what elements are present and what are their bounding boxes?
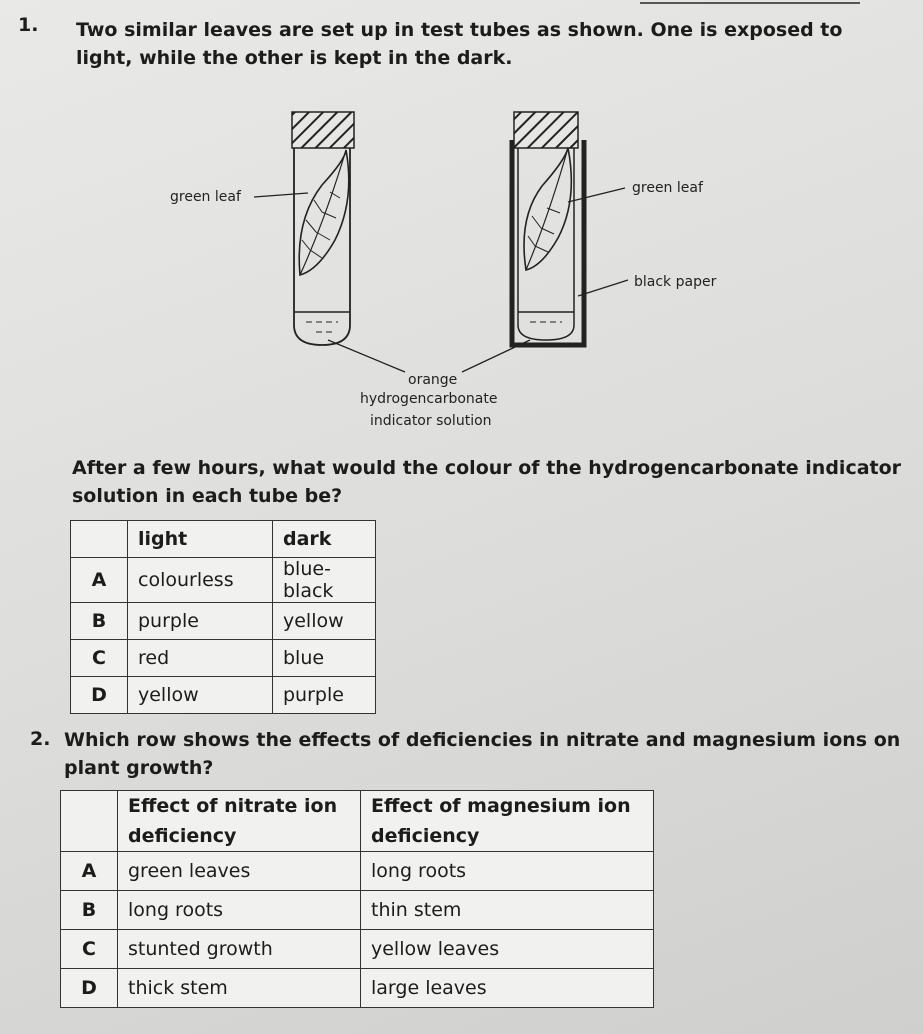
left-stopper (292, 112, 354, 148)
table-cell: yellow (273, 603, 376, 640)
label-green-leaf-left: green leaf (170, 189, 241, 205)
option-letter: A (71, 558, 128, 603)
question-2-number: 2. (30, 728, 51, 750)
table-cell: stunted growth (118, 930, 361, 969)
option-letter: C (71, 640, 128, 677)
label-solution-line-1: orange (408, 372, 458, 388)
table-cell: purple (273, 677, 376, 714)
table-row[interactable] (71, 603, 376, 640)
test-tube-diagram (150, 100, 750, 440)
table-cell: thin stem (361, 891, 654, 930)
solution-pointer-right (462, 340, 530, 372)
option-letter: C (61, 930, 118, 969)
left-tube-outline (294, 148, 350, 345)
table-row[interactable] (61, 852, 654, 891)
table-header-blank (71, 521, 128, 558)
solution-pointer-left (328, 340, 405, 372)
option-letter: B (71, 603, 128, 640)
right-tube-outline (518, 148, 574, 340)
label-green-leaf-right: green leaf (632, 180, 703, 196)
table-header-row (61, 791, 654, 852)
question-1-answer-table (70, 520, 376, 714)
question-1-number: 1. (18, 14, 39, 36)
table-cell: purple (128, 603, 273, 640)
left-test-tube (254, 112, 354, 345)
right-stopper (514, 112, 578, 148)
option-letter: D (71, 677, 128, 714)
table-header-row (71, 521, 376, 558)
table-row[interactable] (61, 891, 654, 930)
table-cell: long roots (118, 891, 361, 930)
table-cell: blue-black (273, 558, 376, 603)
table-cell: colourless (128, 558, 273, 603)
option-letter: D (61, 969, 118, 1008)
table-cell: yellow leaves (361, 930, 654, 969)
question-1-subquestion: After a few hours, what would the colour of the hydrogencarbonate indicator solution in each tube be? (72, 457, 902, 507)
table-header-blank (61, 791, 118, 852)
right-leaf-pointer (568, 188, 625, 202)
table-row[interactable] (71, 677, 376, 714)
table-header-light: light (128, 521, 273, 558)
question-2-text: Which row shows the effects of deficiencies in nitrate and magnesium ions on plant growth? (64, 729, 901, 779)
label-black-paper: black paper (634, 274, 717, 290)
table-cell: blue (273, 640, 376, 677)
table-cell: red (128, 640, 273, 677)
table-row[interactable] (61, 969, 654, 1008)
table-row[interactable] (71, 558, 376, 603)
option-letter: B (61, 891, 118, 930)
label-solution-line-2: hydrogencarbonate (360, 391, 498, 407)
right-leaf-veins (528, 208, 560, 252)
question-2-answer-table (60, 790, 654, 1008)
right-black-paper (512, 140, 584, 345)
table-row[interactable] (71, 640, 376, 677)
table-cell: large leaves (361, 969, 654, 1008)
table-cell: thick stem (118, 969, 361, 1008)
table-cell: green leaves (118, 852, 361, 891)
left-leaf-pointer (254, 193, 308, 197)
label-solution-line-3: indicator solution (370, 413, 492, 429)
page-top-rule (640, 2, 860, 4)
table-header-nitrate: Effect of nitrate ion deficiency (118, 791, 361, 852)
table-header-magnesium: Effect of magnesium ion deficiency (361, 791, 654, 852)
right-test-tube (512, 112, 628, 345)
table-row[interactable] (61, 930, 654, 969)
table-cell: long roots (361, 852, 654, 891)
question-1-text: Two similar leaves are set up in test tubes as shown. One is exposed to light, while the other is kept in the dark. (76, 19, 843, 69)
table-header-dark: dark (273, 521, 376, 558)
table-cell: yellow (128, 677, 273, 714)
option-letter: A (61, 852, 118, 891)
